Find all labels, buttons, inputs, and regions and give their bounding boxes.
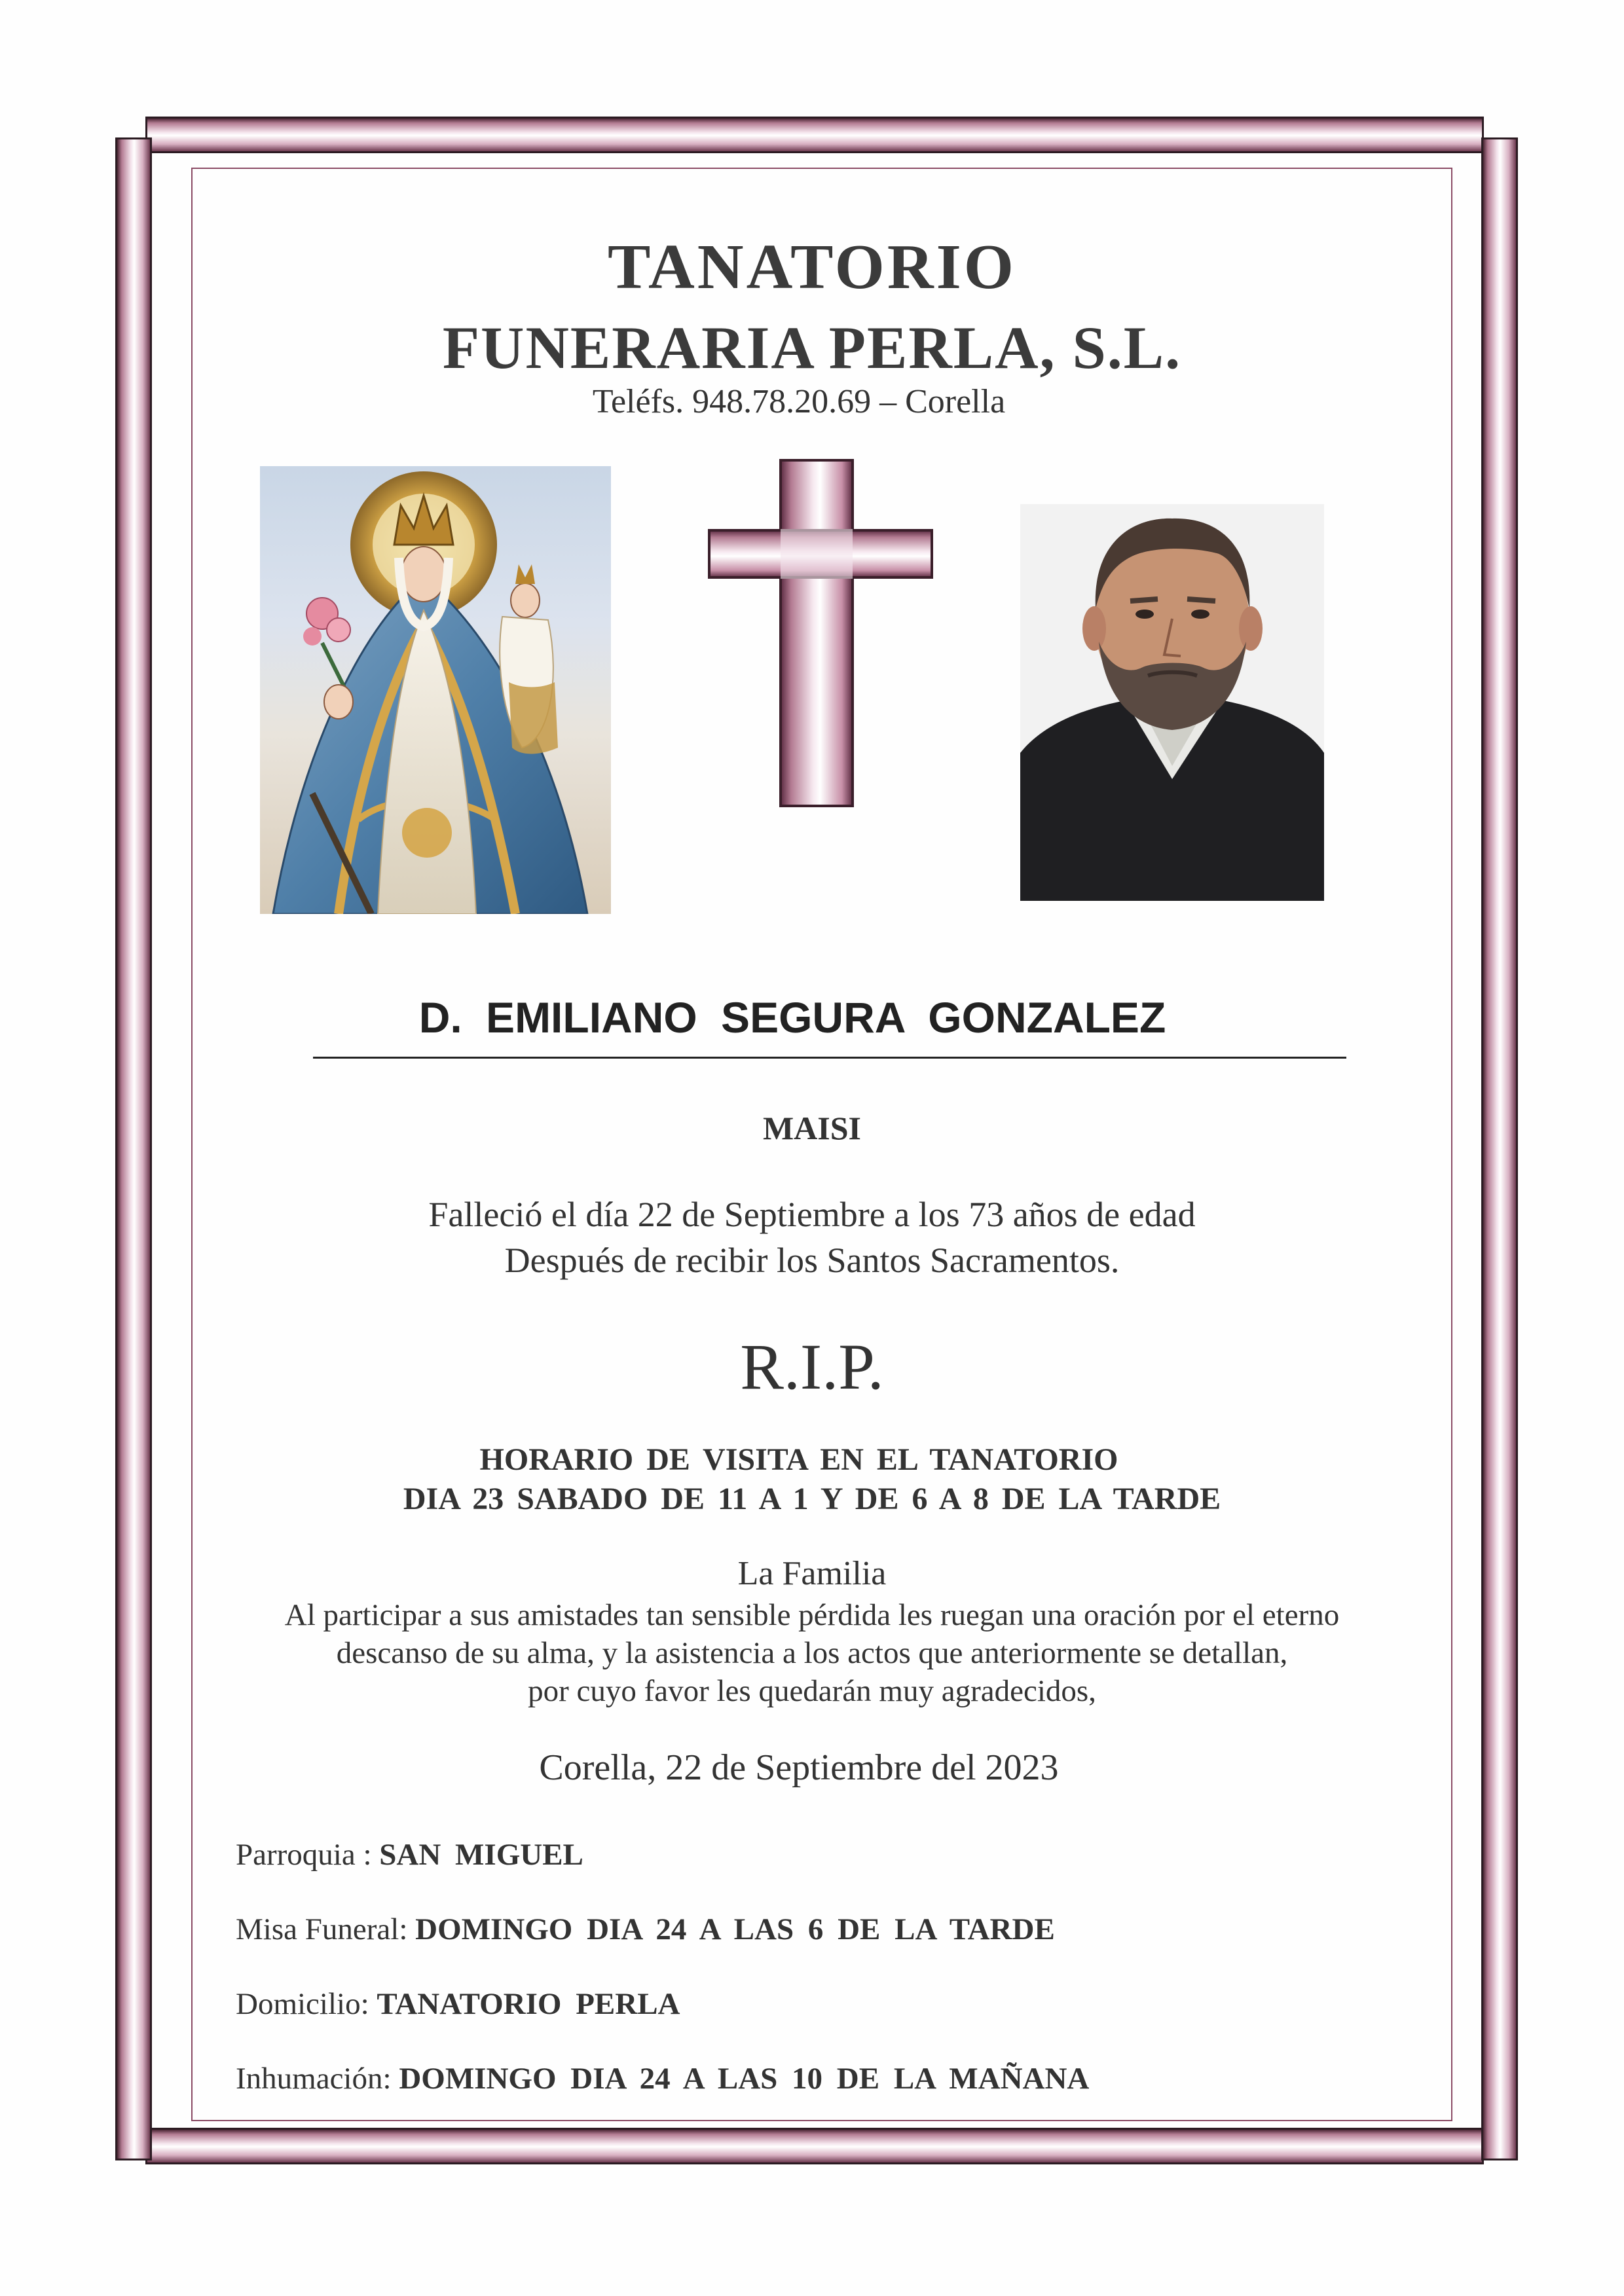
inner-line-bottom	[191, 2120, 1452, 2121]
portrait-illustration	[1020, 504, 1324, 901]
detail-inhumacion	[236, 2061, 1089, 2096]
company-name: FUNERARIA PERLA, S.L.	[442, 314, 1182, 381]
death-line-1: Falleció el día 22 de Septiembre a los 73 años de edad	[428, 1195, 1196, 1234]
border-top	[145, 117, 1484, 153]
detail-label: Parroquia :	[236, 1838, 380, 1872]
visiting-title: HORARIO DE VISITA EN EL TANATORIO	[479, 1442, 1118, 1477]
family-line-1: Al participar a sus amistades tan sensible pérdida les ruegan una oración por el eterno	[284, 1598, 1340, 1632]
detail-value: TANATORIO PERLA	[377, 1987, 680, 2021]
detail-label: Inhumación:	[236, 2062, 399, 2096]
border-left	[115, 137, 152, 2160]
deceased-name: D. EMILIANO SEGURA GONZALEZ	[418, 993, 1166, 1042]
detail-parroquia	[236, 1837, 583, 1872]
detail-value: SAN MIGUEL	[379, 1838, 583, 1872]
virgin-mary-icon	[260, 466, 611, 914]
place-date: Corella, 22 de Septiembre del 2023	[539, 1747, 1059, 1788]
cross-icon	[707, 458, 934, 808]
deceased-nickname: MAISI	[762, 1110, 862, 1146]
name-underline	[313, 1057, 1346, 1059]
phone-line: Teléfs. 948.78.20.69 – Corella	[592, 383, 1006, 420]
family-line-3: por cuyo favor les quedarán muy agradecidos,	[528, 1674, 1096, 1708]
border-bottom	[145, 2128, 1484, 2164]
detail-label: Domicilio:	[236, 1987, 377, 2021]
visiting-hours: DIA 23 SABADO DE 11 A 1 Y DE 6 A 8 DE LA TARDE	[403, 1482, 1221, 1516]
detail-misa-funeral	[236, 1912, 1055, 1947]
detail-value: DOMINGO DIA 24 A LAS 6 DE LA TARDE	[415, 1912, 1055, 1946]
family-heading: La Familia	[737, 1555, 887, 1592]
portrait-photo	[1020, 504, 1324, 901]
rip-text: R.I.P.	[740, 1330, 884, 1403]
family-line-2: descanso de su alma, y la asistencia a los actos que anteriormente se detallan,	[336, 1636, 1288, 1670]
virgin-mary-illustration	[260, 466, 611, 914]
header-title: TANATORIO	[607, 232, 1017, 302]
border-right	[1481, 137, 1518, 2160]
detail-domicilio	[236, 1986, 680, 2022]
inner-line-top	[191, 168, 1452, 169]
death-line-2: Después de recibir los Santos Sacramentos.	[504, 1241, 1120, 1280]
detail-label: Misa Funeral:	[236, 1912, 416, 1946]
detail-value: DOMINGO DIA 24 A LAS 10 DE LA MAÑANA	[399, 2062, 1090, 2096]
